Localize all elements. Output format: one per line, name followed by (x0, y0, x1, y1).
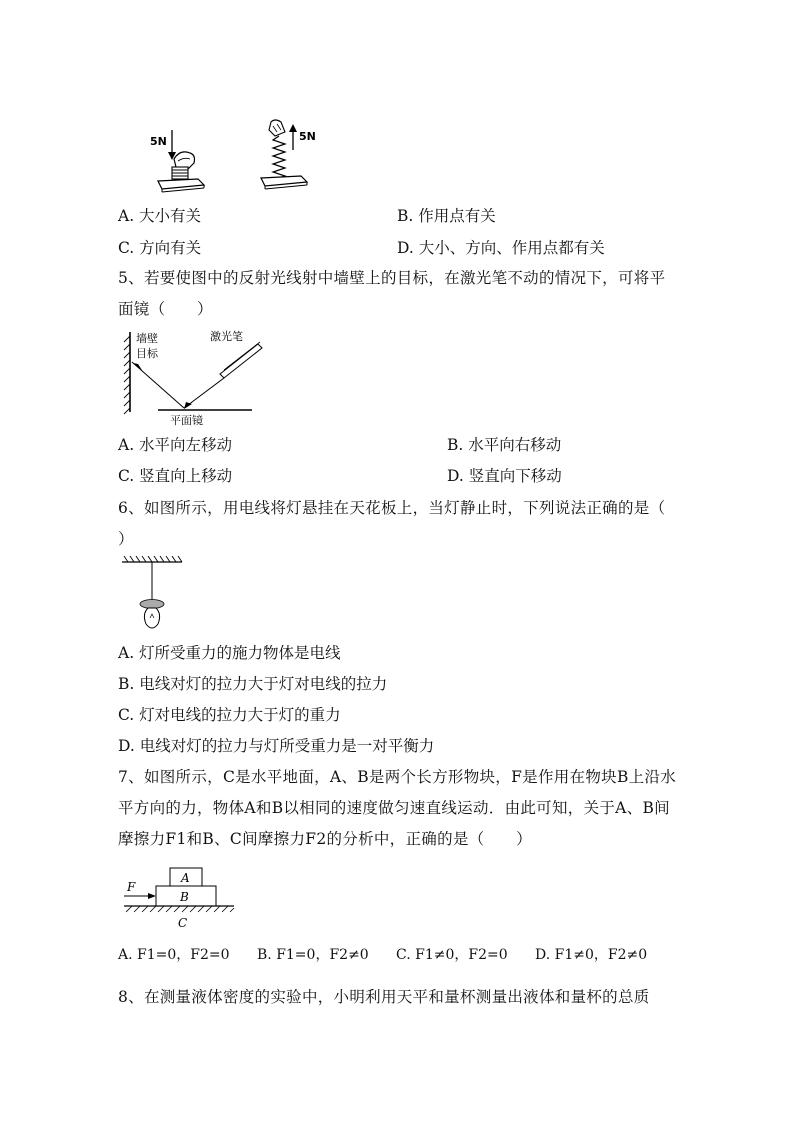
q5-stem-line2: 面镜（ ） (118, 300, 213, 318)
q7-option-c: C. F1≠0，F2=0 (396, 947, 508, 963)
q7-fig-F-label: F (127, 880, 136, 894)
q7-option-a: A. F1=0，F2=0 (118, 947, 230, 963)
q5-fig-laser-label: 激光笔 (210, 330, 243, 343)
q7-stem-line1: 7、如图所示，C是水平地面，A、B是两个长方形物块，F是作用在物块B上沿水 (118, 768, 677, 786)
q5-option-a: A. 水平向左移动 (118, 436, 233, 454)
q6-stem-line2: ） (118, 530, 134, 548)
q6-figure (120, 556, 190, 636)
q6-option-c: C. 灯对电线的拉力大于灯的重力 (118, 706, 341, 724)
q4-fig-right-label: 5N (299, 130, 316, 143)
q5-option-c: C. 竖直向上移动 (118, 467, 233, 485)
q6-option-a: A. 灯所受重力的施力物体是电线 (118, 644, 341, 662)
q5-fig-mirror-label: 平面镜 (170, 414, 203, 427)
q7-fig-C-label: C (178, 916, 188, 930)
q5-option-d: D. 竖直向下移动 (447, 467, 562, 485)
q5-stem-line1: 5、若要使图中的反射光线射中墙壁上的目标，在激光笔不动的情况下，可将平 (118, 269, 666, 287)
q7-stem-line3: 摩擦力F1和B、C间摩擦力F2的分析中，正确的是（ ） (118, 830, 532, 848)
q5-option-b: B. 水平向右移动 (447, 436, 562, 454)
q7-fig-A-label: A (181, 871, 190, 885)
q4-figure-left (150, 125, 210, 195)
q5-fig-target-label: 目标 (136, 347, 158, 360)
q5-figure (120, 326, 270, 426)
q4-option-b: B. 作用点有关 (397, 207, 496, 225)
q5-fig-wall-label: 墙壁 (136, 332, 158, 345)
q6-option-b: B. 电线对灯的拉力大于灯对电线的拉力 (118, 675, 388, 693)
q4-option-d: D. 大小、方向、作用点都有关 (397, 239, 605, 257)
q6-option-d: D. 电线对灯的拉力与灯所受重力是一对平衡力 (118, 737, 435, 755)
q4-figure-right (255, 118, 325, 198)
q6-stem-line1: 6、如图所示，用电线将灯悬挂在天花板上，当灯静止时，下列说法正确的是（ (118, 499, 666, 517)
q7-option-d: D. F1≠0，F2≠0 (535, 947, 648, 963)
q7-stem-line2: 平方向的力，物体A和B以相同的速度做匀速直线运动．由此可知，关于A、B间 (118, 799, 670, 817)
q7-fig-B-label: B (180, 890, 189, 904)
q7-figure (122, 864, 242, 934)
q4-option-a: A. 大小有关 (118, 207, 202, 225)
q8-stem-line1: 8、在测量液体密度的实验中，小明利用天平和量杯测量出液体和量杯的总质 (118, 988, 650, 1006)
q7-option-b: B. F1=0，F2≠0 (257, 947, 369, 963)
q4-fig-left-label: 5N (150, 135, 167, 148)
q4-option-c: C. 方向有关 (118, 239, 202, 257)
